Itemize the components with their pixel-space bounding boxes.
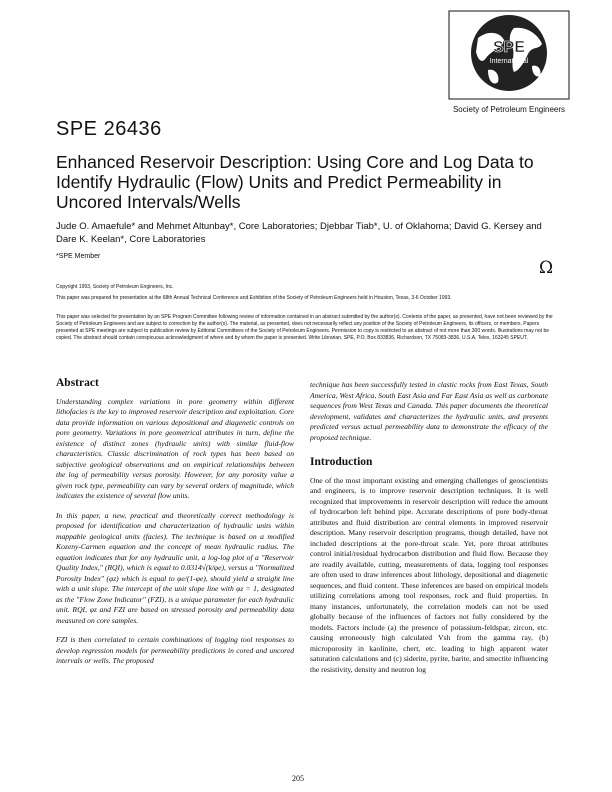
paper-number: SPE 26436 xyxy=(56,118,162,140)
logo-caption: Society of Petroleum Engineers xyxy=(452,105,566,114)
abstract-continuation: technique has been successfully tested in clastic rocks from East Texas, South America, West Africa, South East Asia and Far East Asia as well as carbonate sequences from West Texas and Canada. This paper documents the theoretical development, validates and characterizes the hydraulic units, and presents predicted versus actual permeability data to demonstrate the efficacy of the proposed technique. xyxy=(310,380,548,442)
abstract-heading: Abstract xyxy=(56,377,99,389)
right-column xyxy=(310,380,548,684)
logo-line1: SPE xyxy=(492,39,526,56)
abstract-paragraph: Understanding complex variations in pore geometry within different lithofacies is the key to improved reservoir description and exploitation. Core data provide information on various depositional and diagenetic controls on pore geometry. Variations in pore geometrical attributes in turn, define the existence of distinct zones (hydraulic units) with similar fluid-flow characteristics. Classic discrimination of rock types has been based on subjective geological observations and on empirical relationships between the log of permeability versus porosity. However, for any porosity value a given rock type, permeability can vary by several orders of magnitude, which indicates the existence of several flow units. xyxy=(56,396,294,500)
introduction-paragraph: One of the most important existing and emerging challenges of geoscientists and engineers, is to improve reservoir description techniques. It is well recognized that improvements in reservoir description will reduce the amount of hydrocarbon left behind pipe. Accurate descriptions of pore body-throat attributes and fluid distribution are central elements in improved reservoir description. Many reservoir description programs, though detailed, have not included descriptions at the pore-throat scale. Yet, pore throat attributes control initial/residual hydrocarbon distribution and fluid flow. Because they are readily available, cutting, measurements of data, logging tool responses are often used to draw inferences about lithology, depositional and diagenetic sequences, and fluid content. These inferences are based on empirical models utilizing correlations among tool responses, rock and fluid properties. In many instances, unfortunately, the correlation models can not be used globally because of the influences of factors not fully considered by the models. Factors include (a) the presence of potassium-feldspar, zircon, etc. causing erroneously high calculated Vsh from the gamma ray, (b) microporosity in kaolinite, chert, etc. leading to high apparent water saturation calculations and (c) siderite, pyrite, barite, and smectite influencing the resistivity, density and neutron log xyxy=(310,475,548,674)
left-column xyxy=(56,378,294,676)
abstract-paragraph: In this paper, a new, practical and theoretically correct methodology is proposed for identification and characterization of hydraulic units within mappable geological units (facies). The technique is based on a modified Kozeny-Carmen equation and the concept of mean hydraulic radius. The equation indicates that for any hydraulic unit, a log-log plot of a "Reservoir Quality Index," (RQI), which is equal to 0.0314√(k/φe), versus a "Normalized Porosity Index" (φz) which is equal to φe/(1-φe), should yield a straight line with a unit slope. The intercept of the unit slope line with φz = 1, designated as the "Flow Zone Indicator" (FZI), is a unique parameter for each hydraulic unit. RQI, φz and FZI are based on stressed porosity and permeability data measured on core samples. xyxy=(56,510,294,625)
presentation-notice: This paper was prepared for presentation at the 68th Annual Technical Conference and Exhibition of the Society of Petroleum Engineers held in Houston, Texas, 3-6 October 1993. xyxy=(56,295,452,301)
omega-symbol: Ω xyxy=(539,258,554,278)
page-number: 205 xyxy=(292,774,304,783)
copyright-notice: Copyright 1993, Society of Petroleum Engineers, Inc. xyxy=(56,284,174,290)
paper-title: Enhanced Reservoir Description: Using Core and Log Data to Identify Hydraulic (Flow) Units and Predict Permeability in Uncored Intervals/Wells xyxy=(56,152,534,212)
member-note: *SPE Member xyxy=(56,253,101,260)
legal-notice: This paper was selected for presentation by an SPE Program Committee following review of information contained in an abstract submitted by the author(s). Contents of the paper, as presented, have not been reviewed by the Society of Petroleum Engineers and are subject to correction by the author(s). The material, as presented, does not necessarily reflect any position of the Society of Petroleum Engineers, its officers, or members. Papers presented at SPE meetings are subject to publication review by Editorial Committees of the Society of Petroleum Engineers. Permission to copy is restricted to an abstract of not more than 300 words. Illustrations may not be copied. The abstract should contain conspicuous acknowledgment of where and by whom the paper is presented. Write Librarian, SPE, P.O. Box 833836, Richardson, TX 75083-3836, U.S.A. Telex, 163245 SPEUT. xyxy=(56,314,553,341)
introduction-heading: Introduction xyxy=(310,456,373,468)
authors: Jude O. Amaefule* and Mehmet Altunbay*, Core Laboratories; Djebbar Tiab*, U. of Oklahoma; David G. Kersey and Dare K. Keelan*, Core Laboratories xyxy=(56,221,542,245)
logo-line2: International xyxy=(489,58,529,65)
abstract-paragraph: FZI is then correlated to certain combinations of logging tool responses to develop regression models for permeability predictions in cored and uncored intervals or wells. The proposed xyxy=(56,635,294,665)
spe-logo xyxy=(448,10,570,112)
spe-globe-logo-icon xyxy=(448,10,570,100)
